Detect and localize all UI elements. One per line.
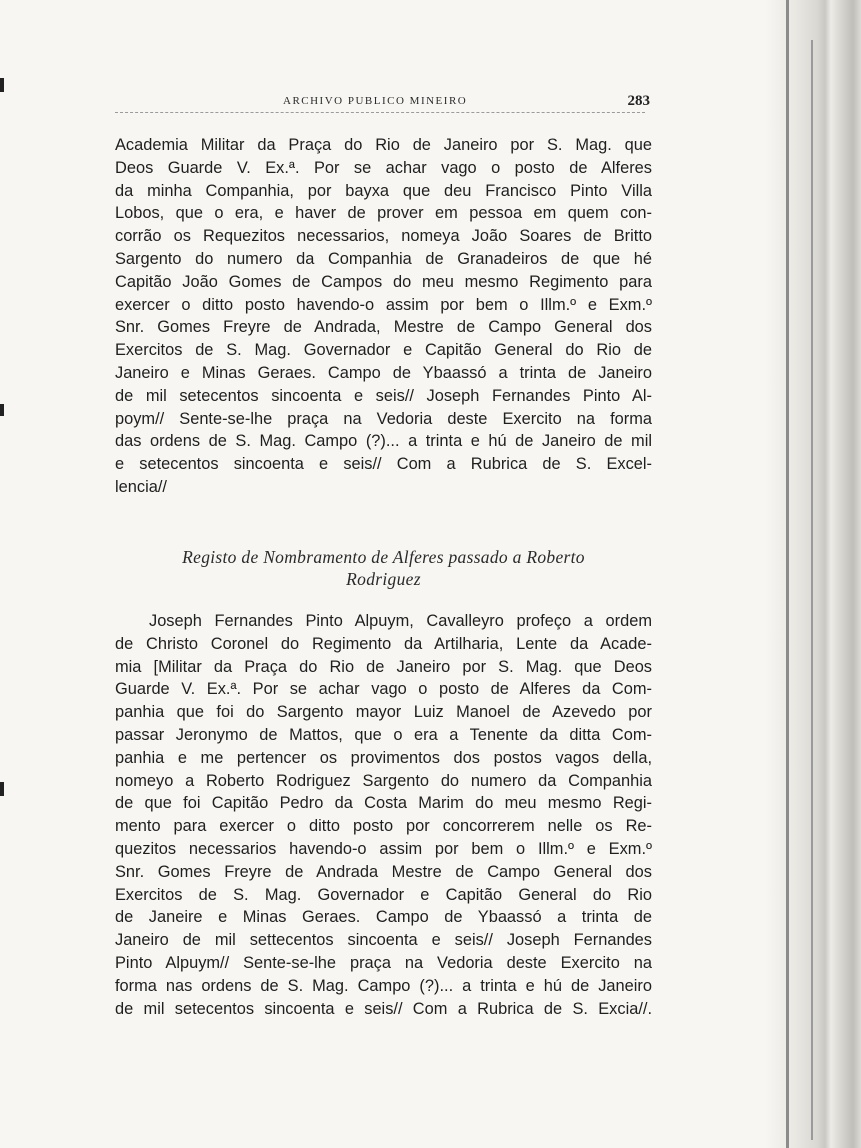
- text-line: Sargento do numero da Companhia de Granadeiros de que hé: [115, 249, 652, 268]
- scan-margin-mark: [0, 78, 4, 92]
- text-line: Snr. Gomes Freyre de Andrada Mestre de Campo General dos: [115, 862, 652, 881]
- text-line: nomeyo a Roberto Rodriguez Sargento do numero da Companhia: [115, 771, 652, 790]
- text-line: Exercitos de S. Mag. Governador e Capitão General do Rio de: [115, 341, 652, 360]
- text-line: corrão os Requezitos necessarios, nomeya João Soares de Britto: [115, 227, 652, 246]
- scan-margin-mark: [0, 782, 4, 796]
- text-line: Exercitos de S. Mag. Governador e Capitão General do Rio: [115, 885, 652, 904]
- page-header: [115, 95, 650, 119]
- text-line: forma nas ordens de S. Mag. Campo (?)... a trinta e hú de Janeiro: [115, 976, 652, 995]
- text-line: Lobos, que o era, e haver de prover em pessoa em quem con-: [115, 204, 652, 223]
- text-line: Pinto Alpuym// Sente-se-lhe praça na Vedoria deste Exercito na: [115, 953, 652, 972]
- text-line: exercer o ditto posto havendo-o assim por bem o Illm.º e Exm.º: [115, 295, 652, 314]
- text-line: das ordens de S. Mag. Campo (?)... a trinta e hú de Janeiro de mil: [115, 432, 652, 451]
- header-rule: [115, 112, 645, 114]
- text-line: de mil setecentos sincoenta e seis// Joseph Fernandes Pinto Al-: [115, 386, 652, 405]
- text-line: mia [Militar da Praça do Rio de Janeiro por S. Mag. que Deos: [115, 657, 652, 676]
- text-line: panhia e me pertencer os provimentos dos postos vagos della,: [115, 748, 652, 767]
- text-line: Janeiro e Minas Geraes. Campo de Ybaassó a trinta de Janeiro: [115, 363, 652, 382]
- text-line: Snr. Gomes Freyre de Andrada, Mestre de Campo General dos: [115, 318, 652, 337]
- scan-edge-line: [811, 40, 813, 1140]
- text-line: da minha Companhia, por bayxa que deu Francisco Pinto Villa: [115, 181, 652, 200]
- text-line: e setecentos sincoenta e seis// Com a Rubrica de S. Excel-: [115, 455, 652, 474]
- text-line: lencia//: [115, 477, 167, 496]
- text-line: de que foi Capitão Pedro da Costa Marim do meu mesmo Regi-: [115, 794, 652, 813]
- scan-edge-line: [786, 0, 789, 1148]
- text-line: panhia que foi do Sargento mayor Luiz Manoel de Azevedo por: [115, 703, 652, 722]
- paragraph-1: [115, 134, 652, 499]
- scan-margin-mark: [0, 404, 4, 416]
- text-line: passar Jeronymo de Mattos, que o era a Tenente da ditta Com-: [115, 725, 652, 744]
- paragraph-2: [115, 610, 652, 1020]
- running-head: ARCHIVO PUBLICO MINEIRO: [283, 95, 468, 107]
- text-line: Janeiro de mil settecentos sincoenta e seis// Joseph Fernandes: [115, 931, 652, 950]
- text-line: de Christo Coronel do Regimento da Artilharia, Lente da Acade-: [115, 634, 652, 653]
- section-title: [115, 546, 652, 590]
- text-line: poym// Sente-se-lhe praça na Vedoria deste Exercito na forma: [115, 409, 652, 428]
- page-number: 283: [627, 93, 650, 109]
- text-line: de Janeire e Minas Geraes. Campo de Ybaassó a trinta de: [115, 908, 652, 927]
- text-line: mento para exercer o ditto posto por concorrerem nelle os Re-: [115, 817, 652, 836]
- text-line: Academia Militar da Praça do Rio de Janeiro por S. Mag. que: [115, 136, 652, 154]
- text-line: Capitão João Gomes de Campos do meu mesmo Regimento para: [115, 272, 652, 291]
- scan-page-edge: [765, 0, 861, 1148]
- section-title-line: Rodriguez: [346, 569, 421, 589]
- text-line: de mil setecentos sincoenta e seis// Com a Rubrica de S. Excia//.: [115, 999, 652, 1018]
- text-line: Guarde V. Ex.ª. Por se achar vago o posto de Alferes da Com-: [115, 680, 652, 699]
- text-line: Joseph Fernandes Pinto Alpuym, Cavalleyro profeço a ordem: [149, 612, 652, 630]
- text-line: quezitos necessarios havendo-o assim por bem o Illm.º e Exm.º: [115, 839, 652, 858]
- text-line: Deos Guarde V. Ex.ª. Por se achar vago o posto de Alferes: [115, 158, 652, 177]
- section-title-line: Registo de Nombramento de Alferes passado a Roberto: [182, 547, 585, 567]
